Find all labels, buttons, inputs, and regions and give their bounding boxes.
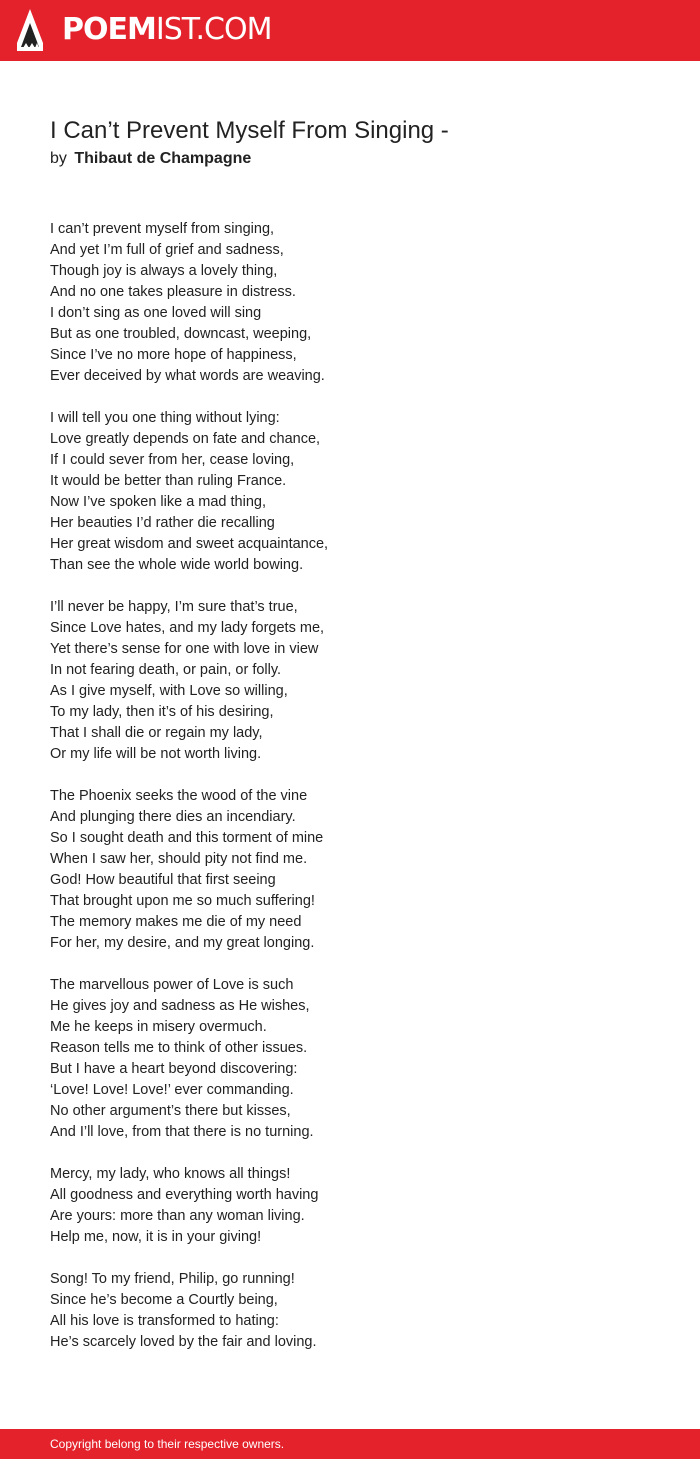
poem-line: To my lady, then it’s of his desiring, — [50, 704, 274, 720]
poem-line: All his love is transformed to hating: — [50, 1313, 279, 1329]
poem-line: No other argument’s there but kisses, — [50, 1103, 291, 1119]
poem-line: But as one troubled, downcast, weeping, — [50, 326, 312, 342]
poem-line: Help me, now, it is in your giving! — [50, 1229, 262, 1245]
poem-line: It would be better than ruling France. — [50, 473, 287, 489]
poem-line: So I sought death and this torment of mine — [50, 830, 324, 846]
poem-line: Her beauties I’d rather die recalling — [50, 515, 275, 531]
poem-stanza — [50, 786, 650, 954]
poem-line: Or my life will be not worth living. — [50, 746, 262, 762]
poem-line: The marvellous power of Love is such — [50, 977, 294, 993]
poem-stanza — [50, 1269, 650, 1353]
poem-line: Than see the whole wide world bowing. — [50, 557, 304, 573]
poem-line: And plunging there dies an incendiary. — [50, 809, 296, 825]
poem-line: When I saw her, should pity not find me. — [50, 851, 308, 867]
site-footer — [0, 1429, 700, 1459]
by-label: by — [50, 150, 67, 167]
poem-line: Since I’ve no more hope of happiness, — [50, 347, 297, 363]
poem-line: And I’ll love, from that there is no turning. — [50, 1124, 314, 1140]
poem-line: Since he’s become a Courtly being, — [50, 1292, 278, 1308]
poem-line: And no one takes pleasure in distress. — [50, 284, 296, 300]
logo-bold-part: POEM — [62, 12, 156, 47]
pen-nib-icon — [17, 9, 43, 51]
poem-line: Mercy, my lady, who knows all things! — [50, 1166, 291, 1182]
poem-line: Her great wisdom and sweet acquaintance, — [50, 536, 329, 552]
poem-stanza — [50, 975, 650, 1143]
poem-line: Yet there’s sense for one with love in view — [50, 641, 319, 657]
poem-line: I can’t prevent myself from singing, — [50, 221, 275, 237]
author-name: Thibaut de Champagne — [74, 150, 252, 167]
poem-stanza — [50, 1164, 650, 1248]
poem-title: I Can’t Prevent Myself From Singing - — [50, 117, 449, 144]
poem-line: I’ll never be happy, I’m sure that’s true, — [50, 599, 298, 615]
poem-line: In not fearing death, or pain, or folly. — [50, 662, 282, 678]
poem-line: But I have a heart beyond discovering: — [50, 1061, 298, 1077]
poem-line: The Phoenix seeks the wood of the vine — [50, 788, 308, 804]
poem-line: ‘Love! Love! Love!’ ever commanding. — [50, 1082, 294, 1098]
poem-byline — [50, 148, 251, 170]
poem-line: Me he keeps in misery overmuch. — [50, 1019, 267, 1035]
poem-line: Love greatly depends on fate and chance, — [50, 431, 321, 447]
poem-line: Ever deceived by what words are weaving. — [50, 368, 325, 384]
site-header — [0, 0, 700, 61]
poem-line: He’s scarcely loved by the fair and loving. — [50, 1334, 317, 1350]
poem-body — [50, 219, 650, 1374]
poem-line: Reason tells me to think of other issues. — [50, 1040, 308, 1056]
poem-line: All goodness and everything worth having — [50, 1187, 319, 1203]
poem-line: Song! To my friend, Philip, go running! — [50, 1271, 295, 1287]
poem-line: Since Love hates, and my lady forgets me, — [50, 620, 325, 636]
poem-stanza — [50, 597, 650, 765]
poem-line: Now I’ve spoken like a mad thing, — [50, 494, 266, 510]
poem-line: That I shall die or regain my lady, — [50, 725, 263, 741]
logo-light-part: IST.COM — [155, 12, 272, 47]
copyright-notice: Copyright belong to their respective owners. — [50, 1437, 285, 1451]
poem-line: I don’t sing as one loved will sing — [50, 305, 262, 321]
poem-line: For her, my desire, and my great longing. — [50, 935, 315, 951]
poem-line: Though joy is always a lovely thing, — [50, 263, 278, 279]
poem-line: If I could sever from her, cease loving, — [50, 452, 295, 468]
poem-stanza — [50, 408, 650, 576]
poem-line: As I give myself, with Love so willing, — [50, 683, 288, 699]
poem-line: God! How beautiful that first seeing — [50, 872, 276, 888]
poem-line: The memory makes me die of my need — [50, 914, 302, 930]
poem-line: I will tell you one thing without lying: — [50, 410, 280, 426]
site-logo-text — [62, 13, 271, 47]
poem-line: And yet I’m full of grief and sadness, — [50, 242, 284, 258]
poem-line: Are yours: more than any woman living. — [50, 1208, 305, 1224]
poem-line: That brought upon me so much suffering! — [50, 893, 315, 909]
poem-stanza — [50, 219, 650, 387]
poem-line: He gives joy and sadness as He wishes, — [50, 998, 310, 1014]
